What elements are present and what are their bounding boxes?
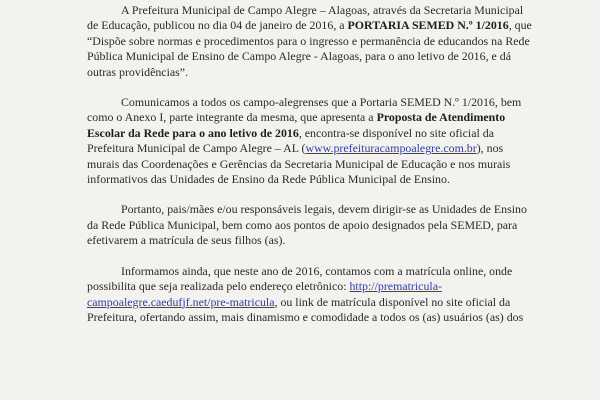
paragraph-online-enrollment [87, 264, 578, 326]
text-segment: murais das Coordenações e Gerências da Secretaria Municipal de Educação e nos murais [87, 156, 511, 171]
text-segment: da Rede Pública Municipal, bem como aos pontos de apoio designados pela SEMED, para [87, 217, 518, 232]
text-segment: informativos das Unidades de Ensino da Rede Pública Municipal de Ensino. [87, 172, 450, 187]
text-segment: , que [508, 18, 532, 33]
paragraph-availability [87, 95, 578, 187]
text-segment: A Prefeitura Municipal de Campo Alegre – Alagoas, através da Secretaria Municipal [121, 3, 524, 17]
text-line [87, 141, 578, 156]
text-segment: , encontra-se disponível no site oficial da [298, 125, 494, 140]
text-segment: possibilita que seja realizada pelo endereço eletrônico: [87, 279, 350, 294]
text-line [87, 126, 578, 141]
text-line [87, 34, 578, 49]
text-line [87, 233, 578, 248]
text-line [87, 218, 578, 233]
portaria-title: PORTARIA SEMED N.º 1/2016 [347, 18, 509, 33]
text-segment: Informamos ainda, que neste ano de 2016, contamos com a matrícula online, onde [121, 263, 513, 278]
prematricula-link-part1[interactable]: http://prematricula- [349, 279, 442, 294]
text-segment: outras providências”. [87, 64, 189, 79]
text-line [87, 49, 578, 64]
text-line [87, 157, 578, 172]
text-line [87, 310, 578, 325]
text-segment: Portanto, pais/mães e/ou responsáveis legais, devem dirigir-se as Unidades de Ensino [121, 202, 527, 217]
text-segment: como o Anexo I, parte integrante da mesma, que apresenta a [87, 110, 377, 125]
text-segment: Comunicamos a todos os campo-alegrenses que a Portaria SEMED N.º 1/2016, bem [121, 95, 522, 110]
text-line [87, 18, 578, 33]
text-segment: Prefeitura Municipal de Campo Alegre – AL ( [87, 141, 306, 156]
text-segment: “Dispõe sobre normas e procedimentos para o ingresso e permanência de educandos na Rede [87, 33, 530, 48]
text-segment: efetivarem a matrícula de seus filhos (as). [87, 233, 286, 248]
text-line [87, 202, 578, 217]
text-segment: de Educação, publicou no dia 04 de janeiro de 2016, a [87, 18, 348, 33]
text-line [87, 264, 578, 279]
text-line [87, 95, 578, 110]
text-segment: Prefeitura, ofertando assim, mais dinamismo e comodidade a todos os (as) usuários (as) dos [87, 309, 524, 324]
prefeitura-website-link[interactable]: www.prefeituracampoalegre.com.br [305, 141, 477, 156]
text-segment: ), nos [476, 141, 504, 156]
prematricula-link-part2[interactable]: campoalegre.caedufjf.net/pre-matricula [87, 294, 275, 309]
text-line [87, 65, 578, 80]
text-line [87, 110, 578, 125]
text-line [87, 279, 578, 294]
proposal-title-part2: Escolar da Rede para o ano letivo de 2016 [87, 125, 299, 140]
text-line [87, 295, 578, 310]
paragraph-portaria-announcement [87, 3, 578, 80]
text-line [87, 172, 578, 187]
text-line [87, 3, 578, 18]
text-segment: Pública Municipal de Ensino de Campo Alegre - Alagoas, para o ano letivo de 2016, e dá [87, 49, 511, 64]
proposal-title-part1: Proposta de Atendimento [376, 110, 506, 125]
paragraph-instructions [87, 202, 578, 248]
text-segment: , ou link de matrícula disponível no site oficial da [274, 294, 511, 309]
